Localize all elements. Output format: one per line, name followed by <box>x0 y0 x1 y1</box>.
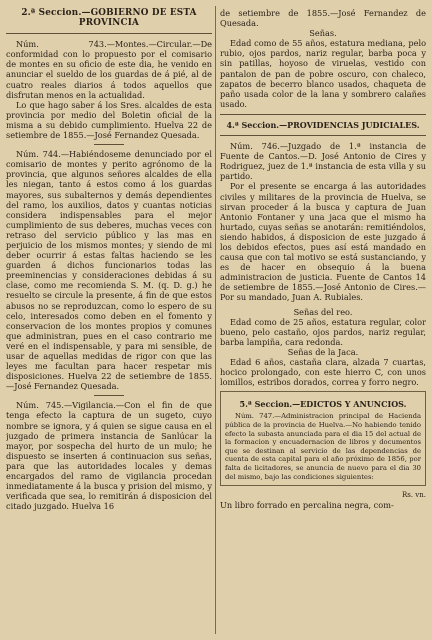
section-rule <box>220 114 426 115</box>
column-divider <box>215 6 216 634</box>
jaca-title: Señas de la Jaca. <box>287 346 359 357</box>
pliego-line: Un libro forrado en percalina negra, com- <box>220 500 394 511</box>
article-746-body: Por el presente se encarga á las autoridades civiles y militares de la provincia de Huelva, se sirvan proceder á la busca y captura de Juan Antonio Fontaner y una jaca que el mismo ha hurtado, cuyas señas se anotarán: remitiéndolos, siendo habidos, á disposicion de este juzgado á los debidos efectos, pues así está mandado en causa que con tal motivo se está sustanciando, y es de hacer en obsequio á la buena administracion de justicia. Fuente de Cantos 14 de setiembre de 1855.—José Antonio de Cires.—Por su mandado, Juan A. Rubiales. <box>220 181 426 303</box>
short-rule <box>94 144 124 145</box>
article-746: Núm. 746.—Juzgado de 1.ª instancia de Fuente de Cantos.—D. José Antonio de Cires y Rodriguez, juez de 1.ª instancia de esta villa y su partido. <box>220 141 426 182</box>
right-column <box>220 8 426 634</box>
senas-title: Señas. <box>309 28 337 39</box>
article-744: Núm. 744.—Habiéndoseme denunciado por el comisario de montes y perito agrónomo de la provincia, que algunos señores alcaldes de ella les niegan, tanto á estos como á los guardas mayores, sus subalternos y demás dependientes del ramo, los auxilios, datos y cuantas noticias considera indispensables para el mejor cumplimiento de sus deberes, muchas veces con retraso del servicio público y las mas en perjuicio de los mismos montes; y siendo de mi deber ocurrir á estas faltas haciendo se les guarden á dichos funcionarios todas las preeminencias y consideraciones debidas á su clase, como me recomienda S. M. (q. D. g.) he resuelto se circule la presente, á fin de que estos abusos no se reproduzcan, como lo espero de su celo, interesados como deben en el fomento y conservacion de los montes propios y comunes que administran, pues en el caso contrario me veré en el indispensable, y para mi sensible, de usar de aquellas medidas de rigor con que las leyes me facultan para hacer respetar mis disposiciones. Huelva 22 de setiembre de 1855.—José Fernandez Quesada. <box>6 149 212 392</box>
section-rule <box>220 135 426 136</box>
section-header-judiciales: 4.ª Seccion.—PROVIDENCIAS JUDICIALES. <box>226 119 420 130</box>
reo-title: Señas del reo. <box>293 306 353 317</box>
short-rule <box>94 395 124 396</box>
edictos-box <box>220 391 426 486</box>
senas-text: Edad como de 55 años, estatura mediana, pelo rubio, ojos pardos, nariz regular, barba poca y sin patillas, hoyoso de viruelas, vestido con pantalon de pan de pobre oscuro, con chaleco, zapatos de becerro blanco usados, chaqueta de paño usada color de la lana y sombrero calañes usado. <box>220 38 426 109</box>
article-745: Núm. 745.—Vigilancia.—Con el fin de que tenga efecto la captura de un sugeto, cuyo nombre se ignora, y á quien se sigue causa en el juzgado de primera instancia de Sanlúcar la mayor, por sospecha del hurto de un mulo; he dispuesto se inserten á continuacion sus señas, para que las autoridades locales y demas encargados del ramo de vigilancia procedan inmediatamente á la busca y prision del mismo, y verificada que sea, lo remitirán á disposicion del citado juzgado. Huelva 16 <box>6 400 212 512</box>
rs-vn-label: Rs. vn. <box>401 491 426 500</box>
article-743: Núm. 743.—Montes.—Circular.—De conformidad con lo propuesto por el comisario de montes en su oficio de este dia, he venido en anunciar el sueldo de los guardas de á pié, al de cuatro reales diarios á todos aquellos que disfrutan menos en la actualidad. <box>6 39 212 100</box>
article-745-end: de setiembre de 1855.—José Fernandez de Quesada. <box>220 8 426 29</box>
reo-text: Edad como de 25 años, estatura regular, color bueno, pelo castaño, ojos pardos, nariz regular, barba lampiña, cara redonda. <box>220 316 426 347</box>
article-747: Núm. 747.—Administracion principal de Hacienda pública de la provincia de Huelva.—No habiendo tenido efecto la subasta anunciada para el dia 15 del actual de la formacion y encuadernacion de libros y documentos que se destinan al servicio de las dependencias de cuenta de esta capital para el año próximo de 1856, por falta de licitadores, se anuncia de nuevo para el dia 30 del mismo, bajo las condiciones siguientes: <box>225 412 421 481</box>
jaca-text: Edad 6 años, castaña clara, alzada 7 cuartas, hocico prolongado, con este hierro C, con unos lomillos, estribos dorados, correa y forro negro. <box>220 357 426 388</box>
section-header-edictos: 5.ª Seccion.—EDICTOS Y ANUNCIOS. <box>239 399 407 410</box>
article-743-notice: Lo que hago saber á los Sres. alcaldes de esta provincia por medio del Boletin oficial de la misma a su debido cumplimiento. Huelva 22 de setiembre de 1855.—José Fernandez Quesada. <box>6 99 212 141</box>
section-header-gobierno: 2.ª Seccion.—GOBIERNO DE ESTA PROVINCIA <box>21 8 197 29</box>
section-rule <box>6 33 212 34</box>
left-column <box>6 8 212 634</box>
